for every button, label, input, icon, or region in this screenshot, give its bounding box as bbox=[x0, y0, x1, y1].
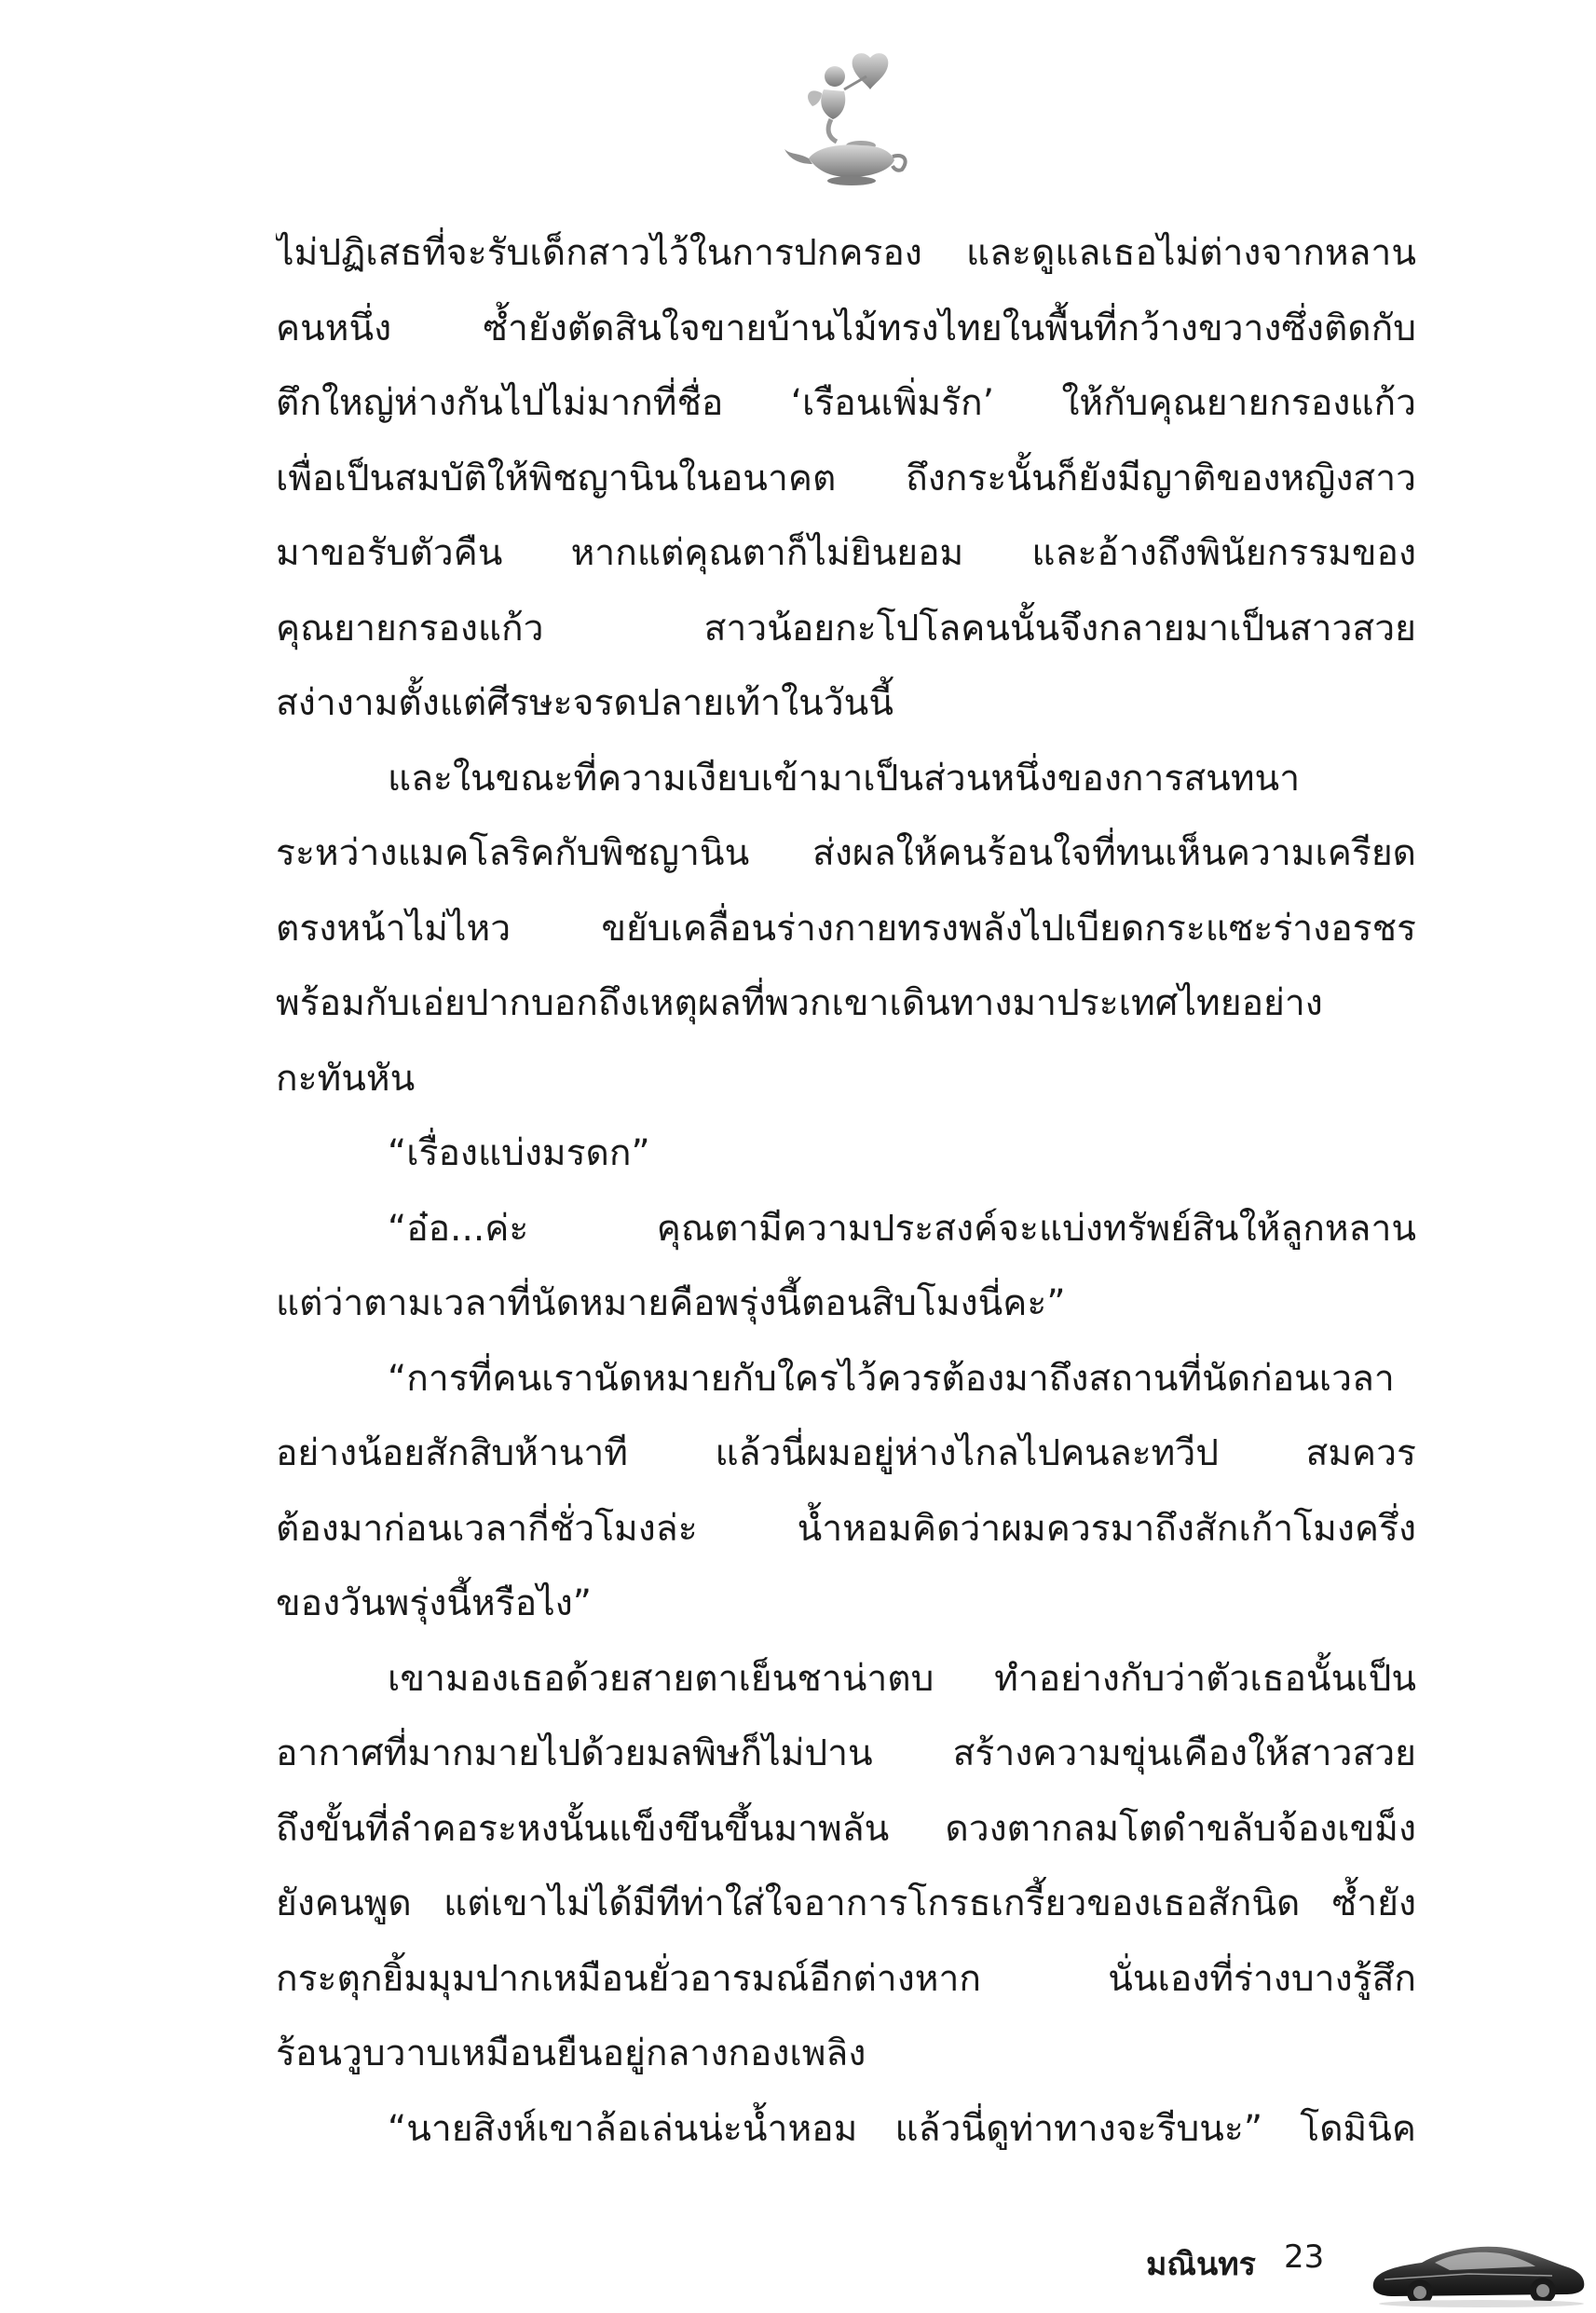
text-line: อย่างน้อยสักสิบห้านาที แล้วนี่ผมอยู่ห่างไกลไปคนละทวีป สมควร bbox=[276, 1432, 1416, 1474]
text-line: “การที่คนเรานัดหมายกับใครไว้ควรต้องมาถึงสถานที่นัดก่อนเวลา bbox=[388, 1357, 1395, 1400]
text-line: ระหว่างแมคโลริคกับพิชญานิน ส่งผลให้คนร้อนใจที่ทนเห็นความเครียด bbox=[276, 832, 1416, 874]
page-footer bbox=[1146, 2237, 1596, 2311]
text-line: แต่ว่าตามเวลาที่นัดหมายคือพรุ่งนี้ตอนสิบโมงนี่คะ” bbox=[276, 1282, 1066, 1324]
text-line: ตึกใหญ่ห่างกันไปไม่มากที่ชื่อ ‘เรือนเพิ่มรัก’ ให้กับคุณยายกรองแก้ว bbox=[276, 382, 1416, 424]
text-line: ยังคนพูด แต่เขาไม่ได้มีทีท่าใส่ใจอาการโกรธเกรี้ยวของเธอสักนิด ซ้ำยัง bbox=[276, 1882, 1416, 1924]
text-line: สง่างามตั้งแต่ศีรษะจรดปลายเท้าในวันนี้ bbox=[276, 682, 893, 724]
text-line: พร้อมกับเอ่ยปากบอกถึงเหตุผลที่พวกเขาเดินทางมาประเทศไทยอย่าง bbox=[276, 982, 1323, 1024]
text-line: คุณยายกรองแก้ว สาวน้อยกะโปโลคนนั้นจึงกลายมาเป็นสาวสวย bbox=[276, 607, 1416, 650]
genie-lamp-cupid-icon bbox=[781, 48, 911, 188]
text-line: กระตุกยิ้มมุมปากเหมือนยั่วอารมณ์อีกต่างหาก นั่นเองที่ร่างบางรู้สึก bbox=[276, 1957, 1416, 2000]
page-number: 23 bbox=[1284, 2238, 1325, 2276]
text-line: ไม่ปฏิเสธที่จะรับเด็กสาวไว้ในการปกครอง และดูแลเธอไม่ต่างจากหลาน bbox=[276, 232, 1416, 274]
sports-car-icon bbox=[1366, 2237, 1589, 2309]
text-line: เขามองเธอด้วยสายตาเย็นชาน่าตบ ทำอย่างกับว่าตัวเธอนั้นเป็น bbox=[388, 1657, 1416, 1700]
body-text bbox=[276, 216, 1416, 2167]
text-line: ตรงหน้าไม่ไหว ขยับเคลื่อนร่างกายทรงพลังไปเบียดกระแซะร่างอรชร bbox=[276, 907, 1416, 950]
text-line: และในขณะที่ความเงียบเข้ามาเป็นส่วนหนึ่งของการสนทนา bbox=[388, 757, 1301, 800]
text-line: อากาศที่มากมายไปด้วยมลพิษก็ไม่ปาน สร้างความขุ่นเคืองให้สาวสวย bbox=[276, 1732, 1416, 1774]
text-line: คนหนึ่ง ซ้ำยังตัดสินใจขายบ้านไม้ทรงไทยในพื้นที่กว้างขวางซึ่งติดกับ bbox=[276, 307, 1416, 349]
author-name: มณินทร bbox=[1146, 2246, 1256, 2283]
text-line: ของวันพรุ่งนี้หรือไง” bbox=[276, 1582, 592, 1624]
text-line: เพื่อเป็นสมบัติให้พิชญานินในอนาคต ถึงกระนั้นก็ยังมีญาติของหญิงสาว bbox=[276, 457, 1416, 500]
text-line: มาขอรับตัวคืน หากแต่คุณตาก็ไม่ยินยอม และอ้างถึงพินัยกรรมของ bbox=[276, 532, 1416, 574]
text-line: “อ๋อ...ค่ะ คุณตามีความประสงค์จะแบ่งทรัพย์สินให้ลูกหลาน bbox=[388, 1207, 1416, 1250]
text-line: ร้อนวูบวาบเหมือนยืนอยู่กลางกองเพลิง bbox=[276, 2032, 866, 2074]
text-line: กะทันหัน bbox=[276, 1057, 416, 1100]
text-line: ถึงขั้นที่ลำคอระหงนั้นแข็งขึนขึ้นมาพลัน ดวงตากลมโตดำขลับจ้องเขม็ง bbox=[276, 1807, 1416, 1850]
text-line: ต้องมาก่อนเวลากี่ชั่วโมงล่ะ น้ำหอมคิดว่าผมควรมาถึงสักเก้าโมงครึ่ง bbox=[276, 1507, 1416, 1550]
text-line: “นายสิงห์เขาล้อเล่นน่ะน้ำหอม แล้วนี่ดูท่าทางจะรีบนะ” โดมินิค bbox=[388, 2107, 1416, 2150]
text-line: “เรื่องแบ่งมรดก” bbox=[388, 1132, 650, 1174]
